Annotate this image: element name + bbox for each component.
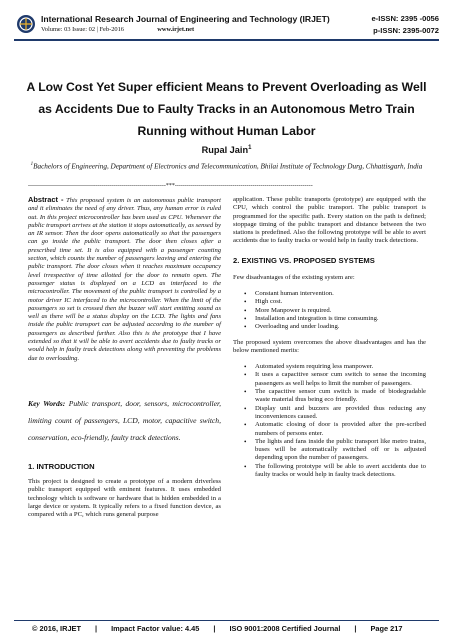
irjet-logo-icon bbox=[16, 14, 36, 34]
disadvantages-list bbox=[233, 290, 426, 331]
footer-impact-factor: Impact Factor value: 4.45 bbox=[111, 624, 200, 633]
author-affiliation: $^1$Bachelors of Engineering, Department of Electronics and Telecommunication, Bhilai Institute of Technology Durg, Chhattisgarh, India bbox=[30, 162, 423, 171]
e-issn: e-ISSN: 2395 -0056 bbox=[371, 14, 439, 23]
footer-page-number: Page 217 bbox=[370, 624, 403, 633]
introduction-heading: 1. INTRODUCTION bbox=[28, 461, 95, 471]
page-footer bbox=[32, 624, 403, 633]
keywords-text: Public transport, door, sensors, microcontroller, limiting count of passengers, LCD, motor, capacitive switch, conservation, eco-friendly, faulty track detections. bbox=[28, 398, 221, 442]
abstract-text: This proposed system is an autonomous public transport and it eliminates the need of any driver. Thus, any human error is ruled out. In this project microcontroller has been used as CPU. Whenever the public transport arrives at the station it stops automatically, as sensed by an IR sensor. Then the door opens automatically so that the passengers can go inside the public transport. The door then closes after a prescribed time set. It is also equipped with a passenger counting section, which counts the number of passengers leaving and entering the public transport. The door closes when it reaches maximum occupancy level irrespective of time allotted for the door to remain open. The passenger status is displayed on a LCD as interfaced to the microcontroller. The movement of the public transport is controlled by a motor driver IC interfaced to the microcontroller. When the limit of the passengers so set is crossed then the buzzer will start emitting sound as well as there will be a status display on the LCD. The lights and fans inside the public transport can be adjusted according to the number of passengers as described further. Also this is the prototype that I have extended so that it will be able to avert accidents due to faulty tracks or would help in faulty track detections along with preventing the problems due to overloading. bbox=[28, 197, 221, 362]
paper-title: A Low Cost Yet Super efficient Means to Prevent Overloading as Well as Accidents Due to Faulty Tracks in an Autonomous Metro Train Running without Human Labor bbox=[26, 80, 427, 138]
footer-divider bbox=[14, 620, 439, 621]
list-item: • Automated system requiring less manpower. bbox=[233, 363, 426, 371]
list-item: • It uses a capacitive sensor cum switch to sense the incoming passengers as well helps to limit the number of passengers. bbox=[233, 371, 426, 388]
footer-divider-mark: | bbox=[354, 624, 357, 633]
merits-list bbox=[233, 363, 426, 479]
header-divider bbox=[14, 39, 439, 41]
footer-divider-mark: | bbox=[95, 624, 98, 633]
list-item: • Constant human intervention. bbox=[233, 290, 426, 298]
left-column bbox=[28, 196, 221, 519]
right-column bbox=[233, 196, 426, 486]
footer-iso: ISO 9001:2008 Certified Journal bbox=[229, 624, 341, 633]
affiliation-superscript: 1 bbox=[30, 162, 34, 167]
abstract bbox=[28, 196, 221, 363]
keywords bbox=[28, 395, 221, 446]
volume-line: Volume: 03 Issue: 02 | Feb-2016 bbox=[41, 26, 124, 33]
footer-copyright: © 2016, IRJET bbox=[32, 624, 81, 633]
keywords-label: Key Words: bbox=[28, 398, 66, 408]
introduction-text: This project is designed to create a prototype of a modern driverless public transport equipped with eminent features. It uses embedded technology which is software or hardware that is hidden embedded in a large device or system. It typically refers to a fixed function device, as compared with a PC, which runs general purpose bbox=[28, 477, 221, 519]
journal-meta bbox=[41, 26, 194, 33]
list-item: • The following prototype will be able to avert accidents due to faulty tracks or would help in faulty track detections. bbox=[233, 463, 426, 480]
list-item: • Overloading and under loading. bbox=[233, 323, 426, 331]
list-item: • Installation and integration is time consuming. bbox=[233, 315, 426, 323]
section2-heading: 2. EXISTING VS. PROPOSED SYSTEMS bbox=[233, 255, 375, 265]
author-superscript: 1 bbox=[248, 145, 252, 151]
list-item: • Automatic closing of door is provided after the pre-scribed numbers of persons enter. bbox=[233, 421, 426, 438]
abstract-label: Abstract - bbox=[28, 195, 64, 204]
p-issn: p-ISSN: 2395-0072 bbox=[373, 26, 439, 35]
introduction-continued-text: application. These public transports (prototype) are equipped with the CPU, which control the public transport. The public transport is programmed for the specific path. Every station on the path is defined; stoppage timing of the public transport and distance between the two stations is predefined. Also the following prototype will be able to avert accidents due to faulty tracks or would help in faulty track detections. bbox=[233, 196, 426, 245]
author-name: Rupal Jain$^1$ bbox=[201, 145, 252, 156]
journal-website-link[interactable]: www.irjet.net bbox=[157, 26, 195, 33]
list-item: • The lights and fans inside the public transport like metro trains, buses will be automatically switched off or is adjusted depending upon the number of passengers. bbox=[233, 438, 426, 463]
list-item: • More Manpower is required. bbox=[233, 307, 426, 315]
footer-divider-mark: | bbox=[213, 624, 216, 633]
section-separator: ---------------------------------------------------------------------***--------------------------------------------------------------------- bbox=[28, 183, 313, 189]
list-item: • High cost. bbox=[233, 298, 426, 306]
disadvantages-intro: Few disadvantages of the existing system are: bbox=[233, 273, 355, 281]
merits-intro: The proposed system overcomes the above disadvantages and has the below mentioned merits: bbox=[233, 338, 426, 354]
list-item: • Display unit and buzzers are provided thus reducing any inconveniences caused. bbox=[233, 405, 426, 422]
journal-name: International Research Journal of Engineering and Technology (IRJET) bbox=[41, 14, 330, 24]
list-item: • The capacitive sensor cum switch is made of biodegradable waste material thus being eco friendly. bbox=[233, 388, 426, 405]
